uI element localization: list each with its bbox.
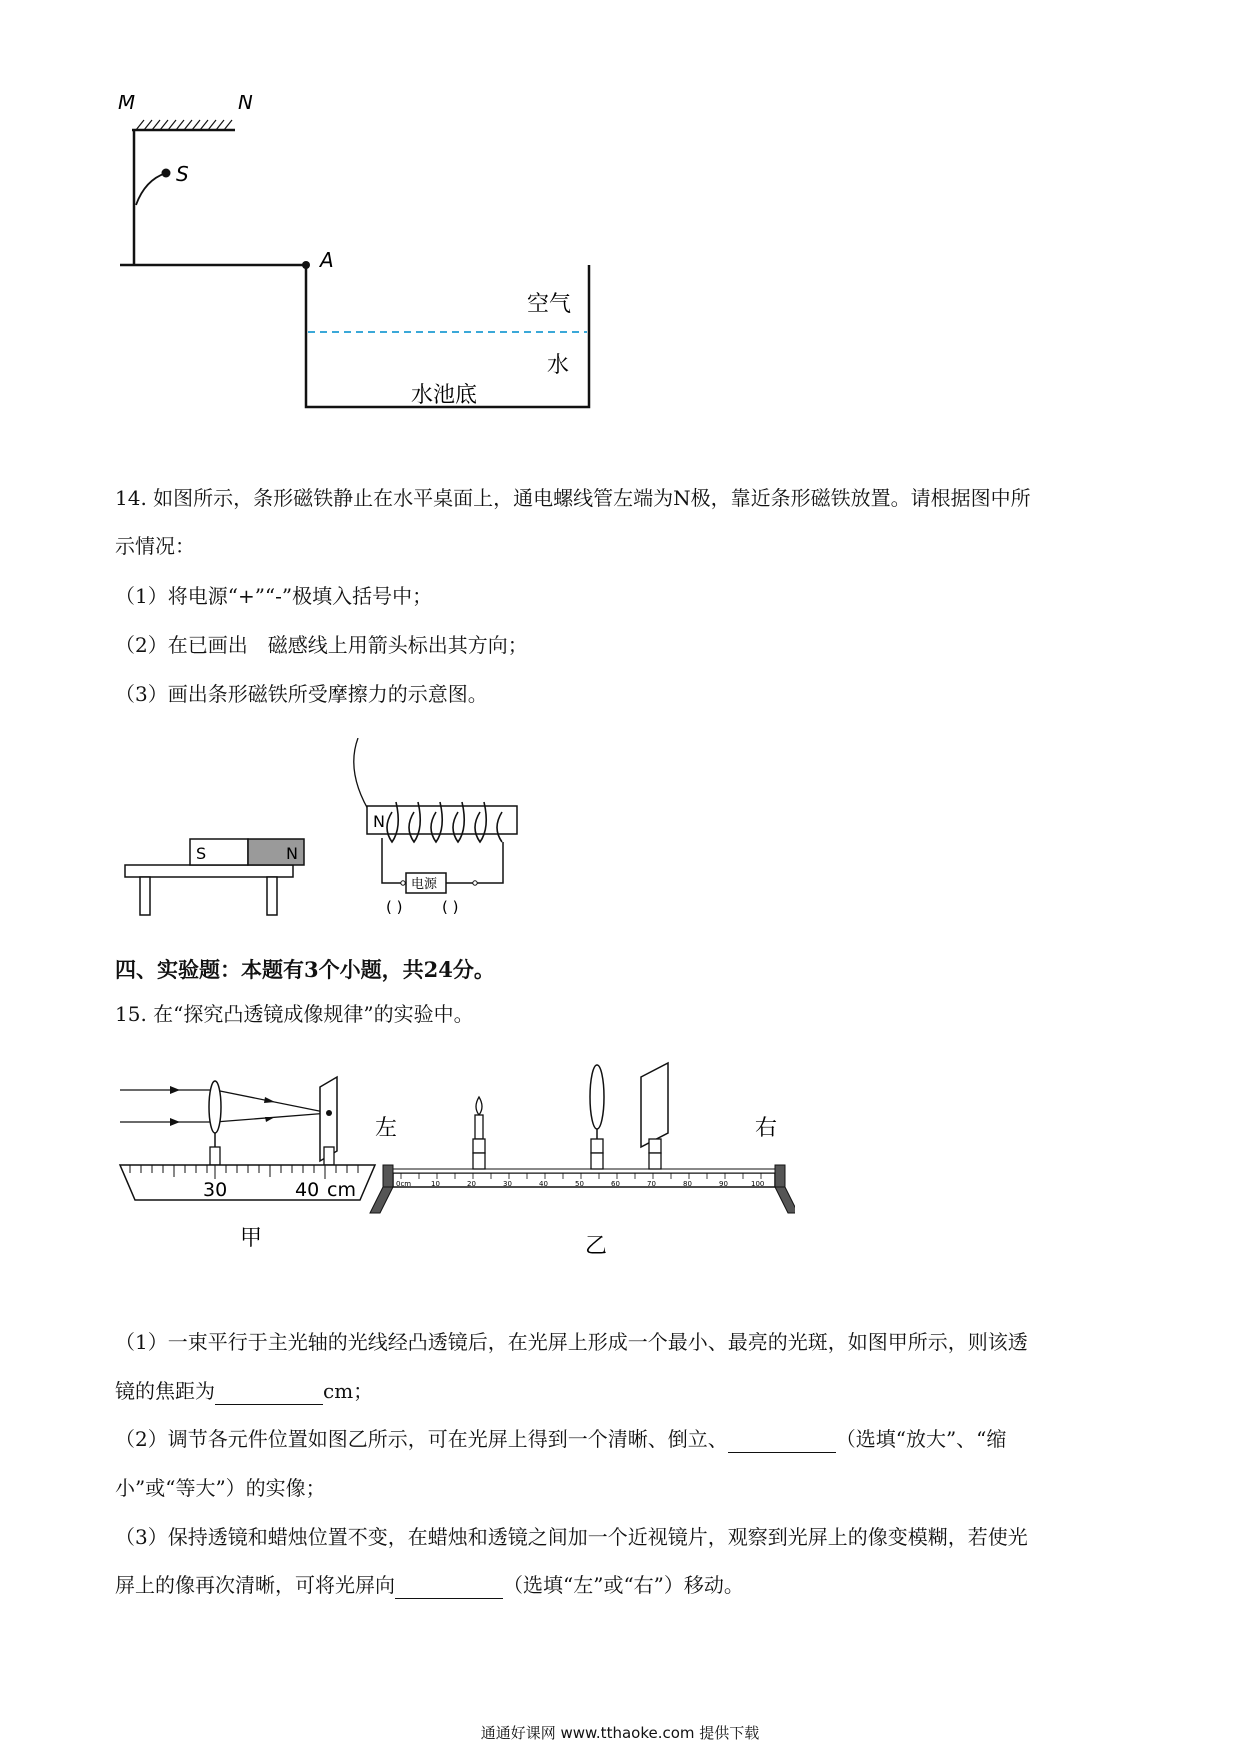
q15-item1-line2-prefix: 镜的焦距为 bbox=[115, 1379, 215, 1403]
bench-end-left bbox=[383, 1165, 393, 1187]
q14-line2: 示情况： bbox=[115, 534, 195, 558]
q15-item2-line1 bbox=[115, 1425, 1006, 1453]
candle bbox=[473, 1097, 485, 1169]
label-right: 右 bbox=[755, 1116, 778, 1141]
label-left: 左 bbox=[375, 1116, 398, 1141]
terminal-right bbox=[473, 881, 477, 885]
screen-direction-blank[interactable] bbox=[395, 1576, 503, 1599]
q14-line1: 14. 如图所示，条形磁铁静止在水平桌面上，通电螺线管左端为N极，靠近条形磁铁放置。请根据图中所 bbox=[115, 486, 1031, 510]
q15-item1-line2 bbox=[115, 1377, 373, 1405]
q15-item2-line1-prefix: （2）调节各元件位置如图乙所示，可在光屏上得到一个清晰、倒立、 bbox=[115, 1427, 728, 1451]
focal-length-blank[interactable] bbox=[215, 1382, 323, 1405]
magnet-solenoid-figure bbox=[120, 738, 540, 918]
q14-item1: （1）将电源“+”“-”极填入括号中； bbox=[115, 584, 433, 608]
label-pool-bottom: 水池底 bbox=[411, 383, 478, 408]
convex-lens-yi bbox=[590, 1065, 604, 1169]
bench-tick-40: 40 bbox=[539, 1180, 548, 1188]
optical-bench-rail bbox=[393, 1173, 775, 1187]
bench-tick-20: 20 bbox=[467, 1180, 476, 1188]
lens-experiment-figure bbox=[115, 1055, 795, 1265]
source-holder bbox=[136, 173, 166, 205]
figure-yi bbox=[370, 1063, 795, 1259]
ruler-label-cm: cm bbox=[327, 1179, 356, 1201]
label-air: 空气 bbox=[527, 292, 572, 317]
bench-tick-50: 50 bbox=[575, 1180, 584, 1188]
circuit-wire-right bbox=[476, 842, 503, 883]
q15-item3-line2-suffix: （选填“左”或“右”）移动。 bbox=[503, 1573, 744, 1597]
bench-tick-90: 90 bbox=[719, 1180, 728, 1188]
label-A: A bbox=[320, 248, 334, 272]
magnet-label-N: N bbox=[286, 844, 298, 863]
bench-end-right bbox=[775, 1165, 785, 1187]
ruler-label-40: 40 bbox=[295, 1179, 320, 1201]
convex-lens-jia bbox=[209, 1081, 221, 1133]
bench-tick-60: 60 bbox=[611, 1180, 620, 1188]
q14-item3: （3）画出条形磁铁所受摩擦力的示意图。 bbox=[115, 682, 488, 706]
bench-tick-30: 30 bbox=[503, 1180, 512, 1188]
mirror-pool-figure bbox=[100, 95, 620, 415]
bench-ticks bbox=[401, 1173, 761, 1179]
bench-leg-left bbox=[370, 1187, 393, 1213]
circuit-wire-left bbox=[382, 838, 402, 883]
terminal-left bbox=[401, 881, 405, 885]
q15-item3-line2-prefix: 屏上的像再次清晰，可将光屏向 bbox=[115, 1573, 395, 1597]
label-M: M bbox=[118, 95, 136, 114]
q15-item1-line2-suffix: cm； bbox=[323, 1379, 374, 1403]
light-screen-yi bbox=[641, 1063, 668, 1169]
page-footer: 通通好课网 www.tthaoke.com 提供下载 bbox=[480, 1724, 760, 1742]
q15-item1-line1: （1）一束平行于主光轴的光线经凸透镜后，在光屏上形成一个最小、最亮的光斑，如图甲所示，则该透 bbox=[115, 1330, 1028, 1354]
q15-item2-line1-suffix: （选填“放大”、“缩 bbox=[835, 1427, 1007, 1451]
label-water: 水 bbox=[547, 353, 570, 378]
table-leg-right bbox=[267, 877, 277, 915]
light-source-dot bbox=[162, 169, 171, 178]
q14-item2: （2）在已画出 磁感线上用箭头标出其方向； bbox=[115, 633, 528, 657]
table-leg-left bbox=[140, 877, 150, 915]
caption-yi: 乙 bbox=[585, 1234, 608, 1259]
bench-tick-80: 80 bbox=[683, 1180, 692, 1188]
field-line bbox=[354, 738, 372, 816]
mirror-hatching bbox=[136, 120, 232, 130]
bench-tick-10: 10 bbox=[431, 1180, 440, 1188]
bench-tick-100: 100 bbox=[751, 1180, 765, 1188]
bench-leg-right bbox=[775, 1187, 795, 1213]
magnet-label-S: S bbox=[196, 844, 207, 863]
bench-tick-70: 70 bbox=[647, 1180, 656, 1188]
label-N: N bbox=[238, 95, 253, 114]
solenoid-label-N: N bbox=[373, 812, 385, 831]
q15-intro: 15. 在“探究凸透镜成像规律”的实验中。 bbox=[115, 1002, 474, 1026]
ruler-label-30: 30 bbox=[203, 1179, 228, 1201]
q15-item3-line2 bbox=[115, 1571, 744, 1599]
paren-left: ( ) bbox=[386, 898, 403, 916]
image-size-blank[interactable] bbox=[728, 1430, 836, 1453]
paren-right: ( ) bbox=[442, 898, 459, 916]
bench-tick-0: 0cm bbox=[396, 1180, 412, 1188]
q15-item2-line2: 小”或“等大”）的实像； bbox=[115, 1476, 326, 1500]
label-S: S bbox=[176, 162, 189, 186]
table-top bbox=[125, 865, 293, 877]
power-supply-label: 电源 bbox=[411, 877, 438, 892]
figure-jia bbox=[120, 1077, 375, 1251]
section-4-heading: 四、实验题：本题有3个小题，共24分。 bbox=[115, 957, 495, 982]
caption-jia: 甲 bbox=[240, 1226, 263, 1251]
q15-item3-line1: （3）保持透镜和蜡烛位置不变，在蜡烛和透镜之间加一个近视镜片，观察到光屏上的像变模糊，若使光 bbox=[115, 1525, 1028, 1549]
